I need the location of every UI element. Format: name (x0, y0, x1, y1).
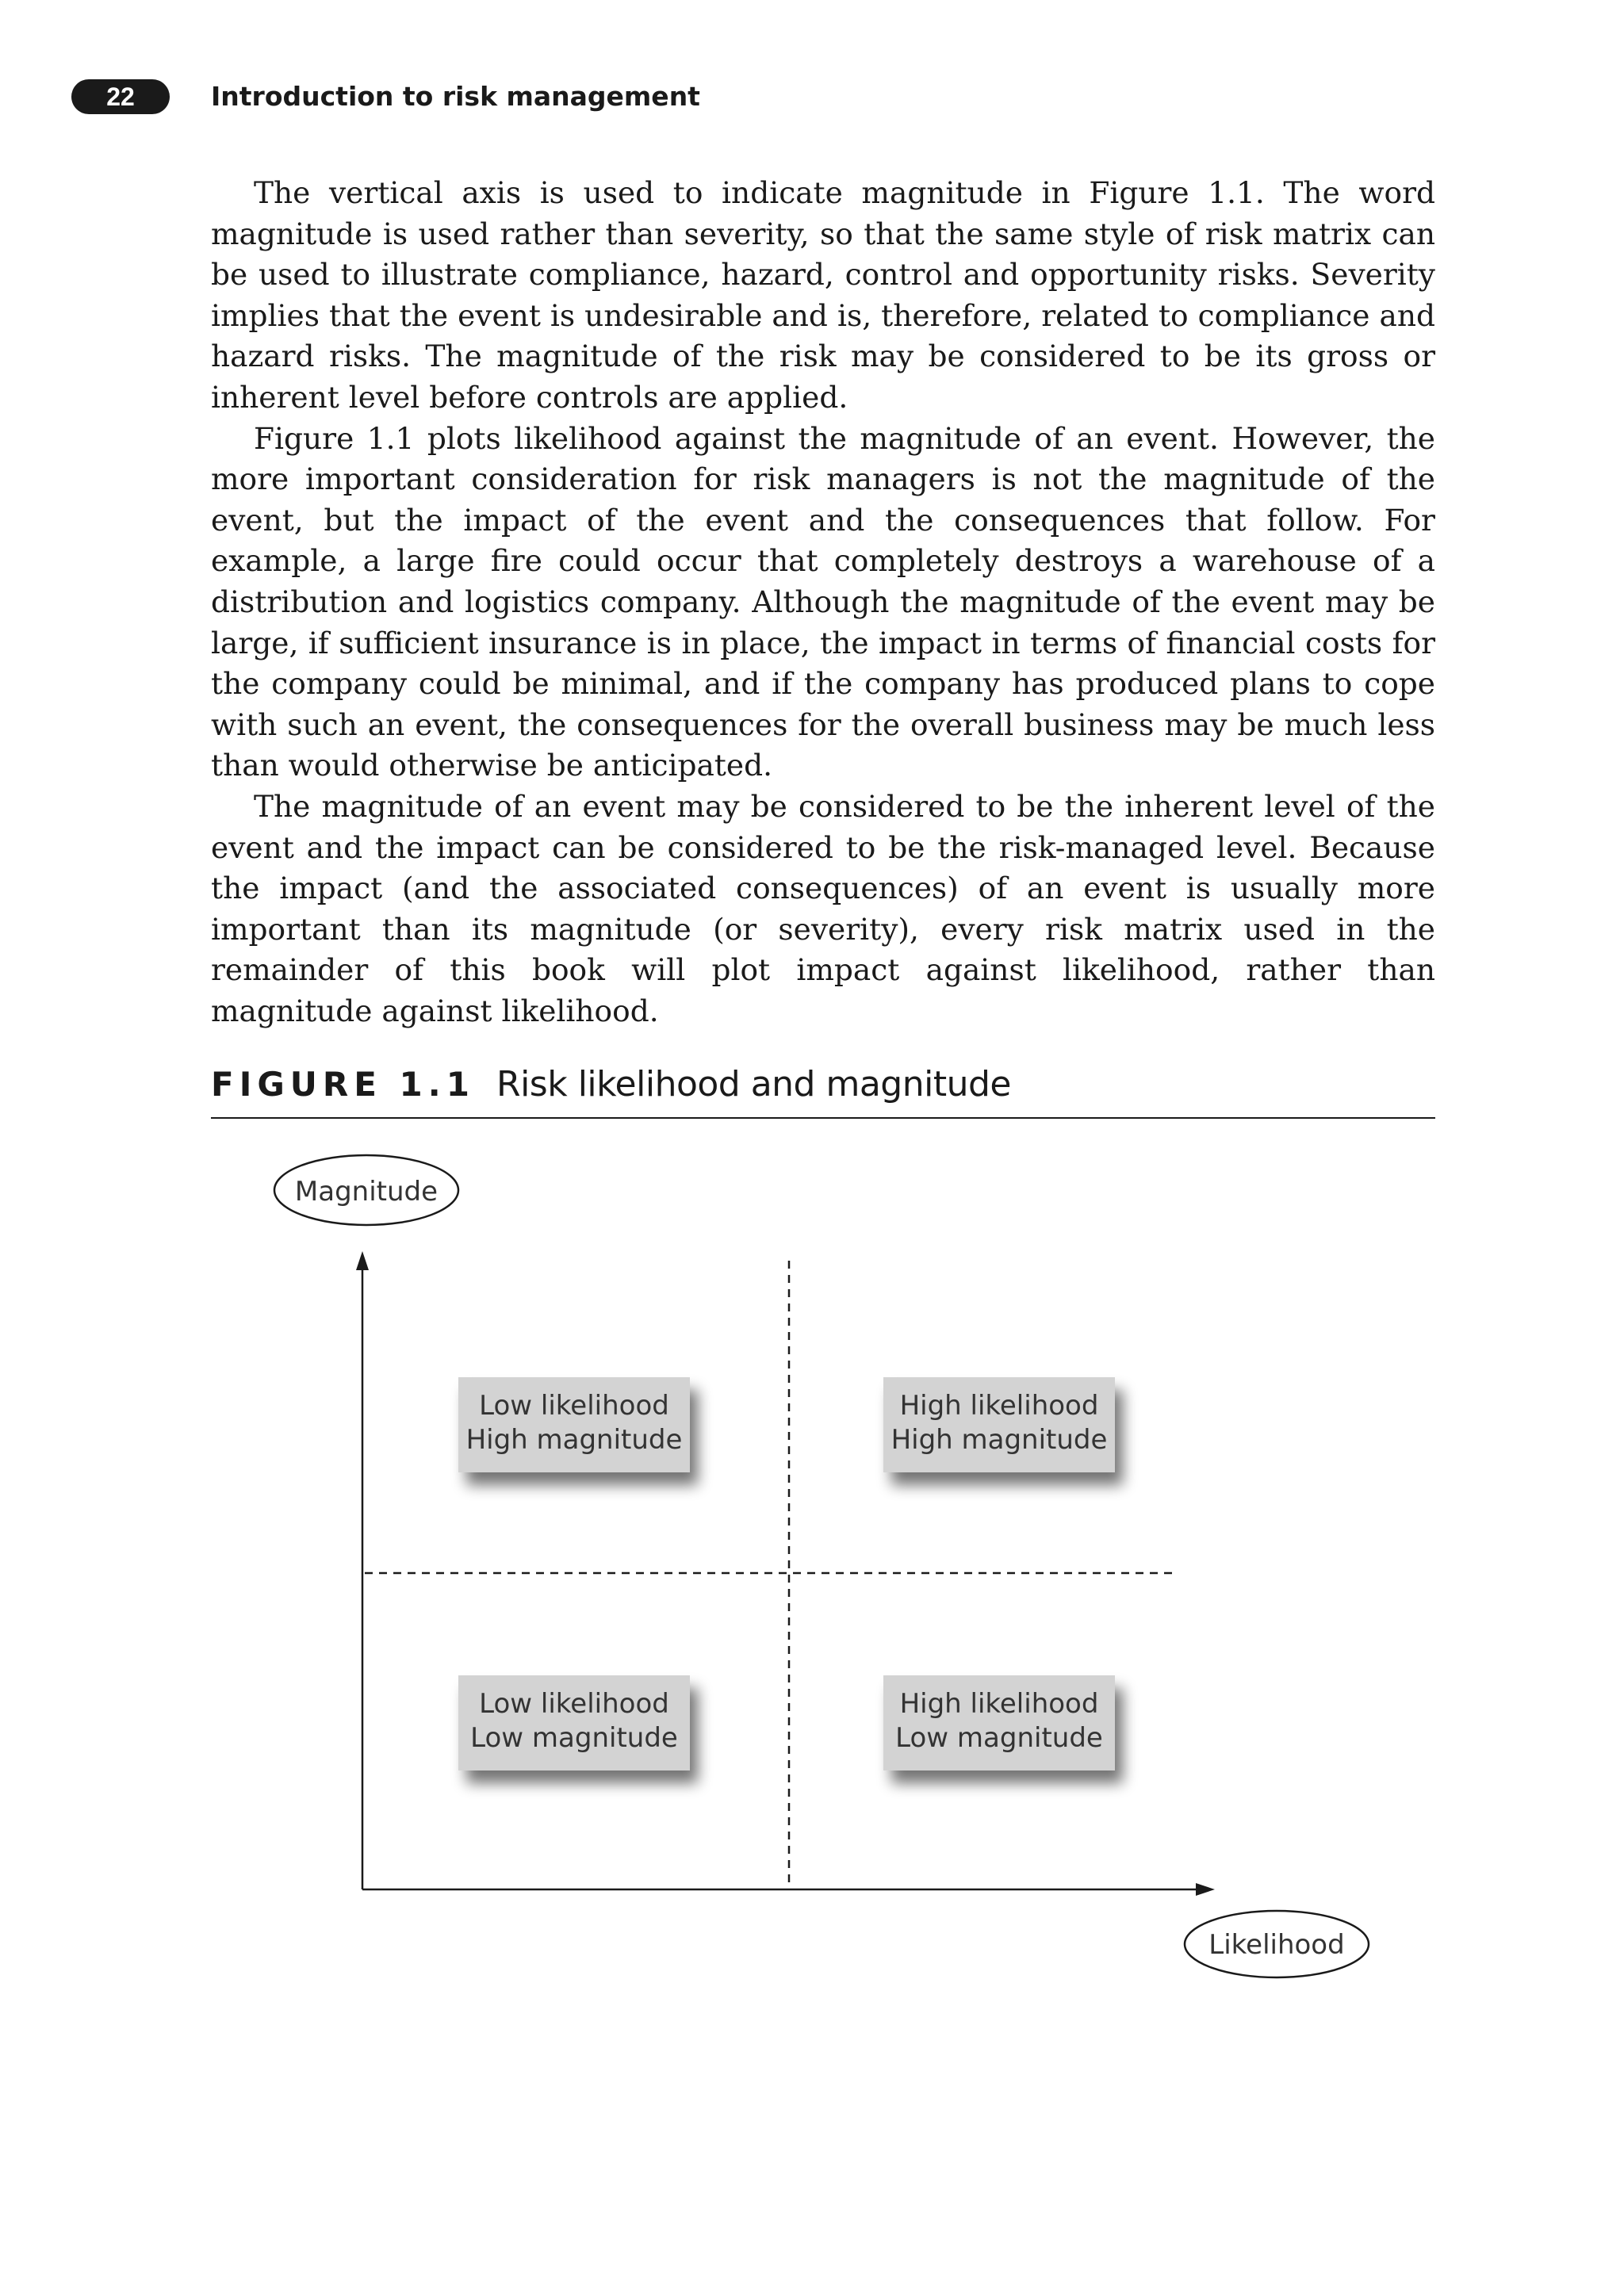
figure-title: Risk likelihood and magnitude (496, 1064, 1011, 1104)
paragraph-1: The vertical axis is used to indicate magnitude in Figure 1.1. The word magnitude is used rather than severity, so that the same style of risk matrix can be used to illustrate compliance, hazard, control and opportunity risks. Severity implies that the event is undesirable and is, therefore, related to compliance and hazard risks. The magnitude of the risk may be considered to be its gross or inherent level before controls are applied. (211, 175, 1435, 415)
quadrant-top-left-line2: High magnitude (465, 1424, 683, 1456)
quadrant-bottom-left-line2: Low magnitude (470, 1722, 678, 1754)
y-axis-label-text: Magnitude (294, 1176, 439, 1208)
quadrant-bottom-left (458, 1675, 690, 1770)
paragraph-2: Figure 1.1 plots likelihood against the magnitude of an event. However, the more important consideration for risk managers is not the magnitude of the event, but the impact of the event and the consequences that follow. For example, a large fire could occur that completely destroys a warehouse of a distribution and logistics company. Although the magnitude of the event may be large, if sufficient insurance is in place, the impact in terms of financial costs for the company could be minimal, and if the company has produced plans to cope with such an event, the consequences for the overall business may be much less than would otherwise be anticipated. (211, 420, 1435, 783)
quadrant-top-right-line1: High likelihood (899, 1390, 1099, 1422)
quadrant-bottom-right (883, 1675, 1115, 1770)
quadrant-bottom-left-line1: Low likelihood (479, 1688, 669, 1720)
page-number: 22 (71, 79, 170, 114)
y-axis-arrowhead (356, 1251, 369, 1270)
x-axis-arrowhead (1196, 1883, 1215, 1896)
quadrant-top-right-line2: High magnitude (891, 1424, 1108, 1456)
figure-label: FIGURE 1.1 (211, 1065, 475, 1104)
quadrant-top-left (458, 1377, 690, 1472)
running-head: Introduction to risk management (211, 81, 700, 112)
y-axis-label (274, 1155, 458, 1225)
quadrant-top-right (883, 1377, 1115, 1472)
x-axis-label-text: Likelihood (1208, 1929, 1345, 1961)
paragraph-3: The magnitude of an event may be considered to be the inherent level of the event and the impact can be considered to be the risk-managed level. Because the impact (and the associated consequences) of an event is usually more important than its magnitude (or severity), every risk matrix used in the remainder of this book will plot impact against likelihood, rather than magnitude against likelihood. (211, 788, 1435, 1028)
quadrant-bottom-right-line2: Low magnitude (895, 1722, 1103, 1754)
quadrant-bottom-right-line1: High likelihood (899, 1688, 1099, 1720)
quadrant-top-left-line1: Low likelihood (479, 1390, 669, 1422)
x-axis-label (1185, 1911, 1369, 1977)
